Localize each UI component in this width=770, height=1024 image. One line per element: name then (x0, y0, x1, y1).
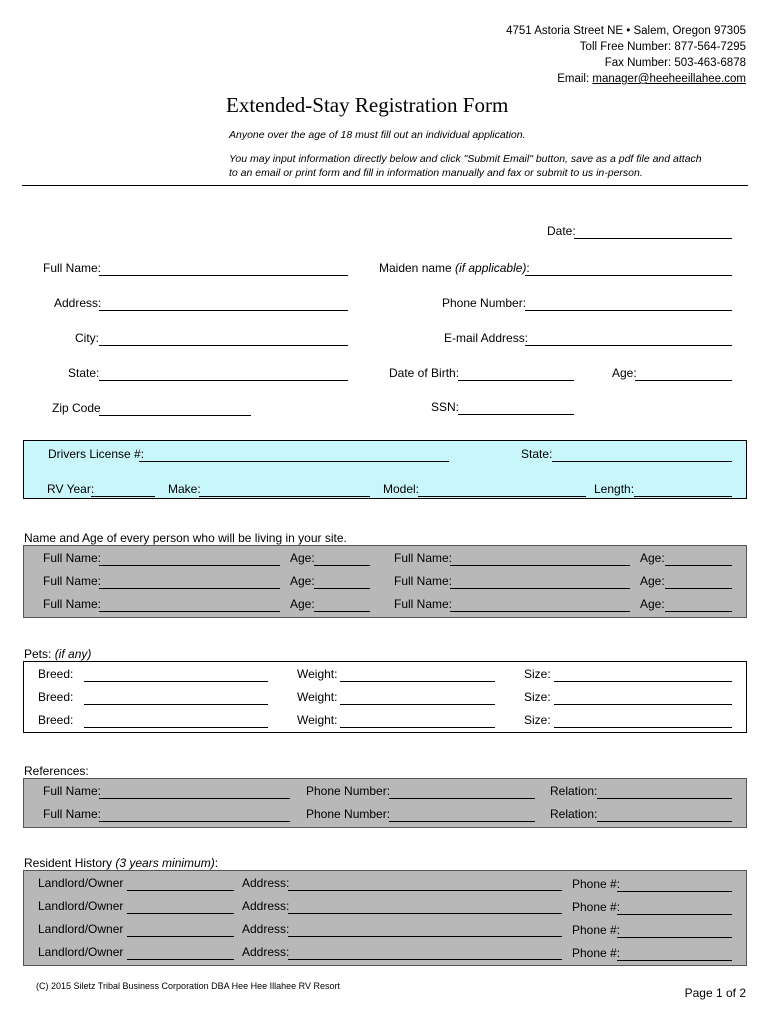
pet-1-weight-field[interactable] (340, 681, 495, 682)
instructions-line-1: You may input information directly below and click "Submit Email" button, save as a pdf file and attach (229, 153, 702, 165)
date-field[interactable] (574, 238, 732, 239)
age-label: Age: (612, 366, 637, 380)
history-4-phone-field[interactable] (617, 960, 732, 961)
pet-1-size-label: Size: (524, 667, 551, 681)
occupant-4-name-field[interactable] (450, 565, 630, 566)
age-note: Anyone over the age of 18 must fill out an individual application. (229, 129, 526, 141)
contact-email-link[interactable]: manager@heeheeillahee.com (592, 73, 746, 85)
contact-fax: Fax Number: 503-463-6878 (604, 57, 746, 69)
occupant-6-age-label: Age: (640, 597, 665, 611)
pets-box (23, 661, 747, 733)
occupant-5-name-label: Full Name: (394, 574, 453, 588)
date-label: Date: (547, 224, 576, 238)
reference-2-relation-label: Relation: (550, 807, 598, 821)
occupant-1-age-label: Age: (290, 551, 315, 565)
history-2-landlord-field[interactable] (127, 913, 234, 914)
occupant-6-age-field[interactable] (665, 611, 732, 612)
pet-1-weight-label: Weight: (297, 667, 338, 681)
occupants-box (23, 545, 747, 618)
email-label: E-mail Address: (444, 331, 529, 345)
maiden-name-field[interactable] (525, 275, 732, 276)
header-divider (22, 185, 748, 186)
phone-label: Phone Number: (442, 296, 527, 310)
length-field[interactable] (634, 496, 732, 497)
reference-2-name-field[interactable] (99, 821, 290, 822)
history-1-phone-field[interactable] (617, 891, 732, 892)
dob-label: Date of Birth: (389, 366, 460, 380)
instructions-line-2: to an email or print form and fill in information manually and fax or submit to us in-person. (229, 167, 643, 179)
age-field[interactable] (635, 380, 732, 381)
occupant-6-name-label: Full Name: (394, 597, 453, 611)
reference-2-relation-field[interactable] (597, 821, 732, 822)
history-1-address-field[interactable] (288, 890, 562, 891)
license-field[interactable] (139, 461, 449, 462)
phone-field[interactable] (525, 310, 732, 311)
contact-address: 4751 Astoria Street NE • Salem, Oregon 97305 (506, 25, 746, 37)
pet-1-size-field[interactable] (554, 681, 732, 682)
license-state-field[interactable] (552, 461, 732, 462)
form-title: Extended-Stay Registration Form (226, 93, 509, 117)
contact-email-label: Email: (557, 73, 593, 85)
history-4-landlord-field[interactable] (127, 959, 234, 960)
pet-1-breed-field[interactable] (84, 681, 268, 682)
pet-1-breed-label: Breed: (38, 667, 74, 681)
reference-2-phone-field[interactable] (389, 821, 535, 822)
occupant-3-age-label: Age: (290, 597, 315, 611)
city-label: City: (75, 331, 99, 345)
history-2-landlord-label: Landlord/Owner (38, 899, 124, 913)
occupants-heading: Name and Age of every person who will be living in your site. (24, 531, 347, 545)
copyright-footer: (C) 2015 Siletz Tribal Business Corporation DBA Hee Hee Illahee RV Resort (36, 981, 340, 991)
ssn-label: SSN: (431, 400, 460, 414)
history-2-address-field[interactable] (288, 913, 562, 914)
ssn-field[interactable] (458, 414, 574, 415)
state-label: State: (68, 366, 100, 380)
history-1-landlord-label: Landlord/Owner (38, 876, 124, 890)
history-3-phone-field[interactable] (617, 937, 732, 938)
occupant-4-name-label: Full Name: (394, 551, 453, 565)
license-label: Drivers License #: (48, 447, 145, 461)
occupant-2-name-field[interactable] (99, 588, 280, 589)
pet-3-weight-label: Weight: (297, 713, 338, 727)
history-4-address-field[interactable] (288, 959, 562, 960)
occupant-1-age-field[interactable] (314, 565, 370, 566)
pet-3-breed-field[interactable] (84, 727, 268, 728)
page-number: Page 1 of 2 (684, 986, 746, 1000)
occupant-1-name-field[interactable] (99, 565, 280, 566)
occupant-4-age-field[interactable] (665, 565, 732, 566)
zip-field[interactable] (99, 415, 251, 416)
contact-tollfree: Toll Free Number: 877-564-7295 (579, 41, 746, 53)
model-label: Model: (383, 482, 420, 496)
pet-2-size-label: Size: (524, 690, 551, 704)
occupant-3-name-field[interactable] (99, 611, 280, 612)
history-box (23, 870, 747, 966)
history-4-landlord-label: Landlord/Owner (38, 945, 124, 959)
make-field[interactable] (199, 496, 370, 497)
contact-email-row (557, 71, 746, 87)
pet-3-weight-field[interactable] (340, 727, 495, 728)
pet-2-size-field[interactable] (554, 704, 732, 705)
pet-3-breed-label: Breed: (38, 713, 74, 727)
occupant-2-age-field[interactable] (314, 588, 370, 589)
license-state-label: State: (521, 447, 553, 461)
pets-heading: Pets: (if any) (24, 647, 92, 661)
state-field[interactable] (99, 380, 348, 381)
full-name-field[interactable] (99, 275, 348, 276)
model-field[interactable] (418, 496, 586, 497)
history-3-address-label: Address: (242, 922, 290, 936)
reference-1-phone-label: Phone Number: (306, 784, 391, 798)
full-name-label: Full Name: (43, 261, 102, 275)
length-label: Length: (594, 482, 635, 496)
history-2-phone-label: Phone #: (572, 900, 621, 914)
occupant-3-name-label: Full Name: (43, 597, 102, 611)
city-field[interactable] (99, 345, 348, 346)
history-1-address-label: Address: (242, 876, 290, 890)
pet-3-size-label: Size: (524, 713, 551, 727)
email-field[interactable] (525, 345, 732, 346)
rv-year-label: RV Year: (47, 482, 95, 496)
reference-2-phone-label: Phone Number: (306, 807, 391, 821)
history-4-address-label: Address: (242, 945, 290, 959)
make-label: Make: (168, 482, 201, 496)
references-heading: References: (24, 764, 89, 778)
history-4-phone-label: Phone #: (572, 946, 621, 960)
reference-2-name-label: Full Name: (43, 807, 102, 821)
occupant-1-name-label: Full Name: (43, 551, 102, 565)
pet-2-weight-field[interactable] (340, 704, 495, 705)
pet-2-weight-label: Weight: (297, 690, 338, 704)
history-1-phone-label: Phone #: (572, 877, 621, 891)
reference-1-name-label: Full Name: (43, 784, 102, 798)
pet-2-breed-label: Breed: (38, 690, 74, 704)
zip-label: Zip Code (52, 401, 101, 415)
reference-1-name-field[interactable] (99, 798, 290, 799)
occupant-6-name-field[interactable] (450, 611, 630, 612)
dob-field[interactable] (458, 380, 574, 381)
occupant-2-age-label: Age: (290, 574, 315, 588)
history-3-landlord-field[interactable] (127, 936, 234, 937)
pet-2-breed-field[interactable] (84, 704, 268, 705)
rv-year-field[interactable] (91, 496, 155, 497)
maiden-name-label: Maiden name (if applicable): (379, 261, 530, 275)
history-3-phone-label: Phone #: (572, 923, 621, 937)
occupant-5-age-label: Age: (640, 574, 665, 588)
reference-1-phone-field[interactable] (389, 798, 535, 799)
occupant-5-age-field[interactable] (665, 588, 732, 589)
address-field[interactable] (99, 310, 348, 311)
occupant-5-name-field[interactable] (450, 588, 630, 589)
occupant-3-age-field[interactable] (314, 611, 370, 612)
address-label: Address: (54, 296, 102, 310)
pet-3-size-field[interactable] (554, 727, 732, 728)
history-2-phone-field[interactable] (617, 914, 732, 915)
occupant-2-name-label: Full Name: (43, 574, 102, 588)
history-2-address-label: Address: (242, 899, 290, 913)
reference-1-relation-field[interactable] (597, 798, 732, 799)
history-3-landlord-label: Landlord/Owner (38, 922, 124, 936)
history-3-address-field[interactable] (288, 936, 562, 937)
history-1-landlord-field[interactable] (127, 890, 234, 891)
reference-1-relation-label: Relation: (550, 784, 598, 798)
occupant-4-age-label: Age: (640, 551, 665, 565)
history-heading: Resident History (3 years minimum): (24, 856, 219, 870)
